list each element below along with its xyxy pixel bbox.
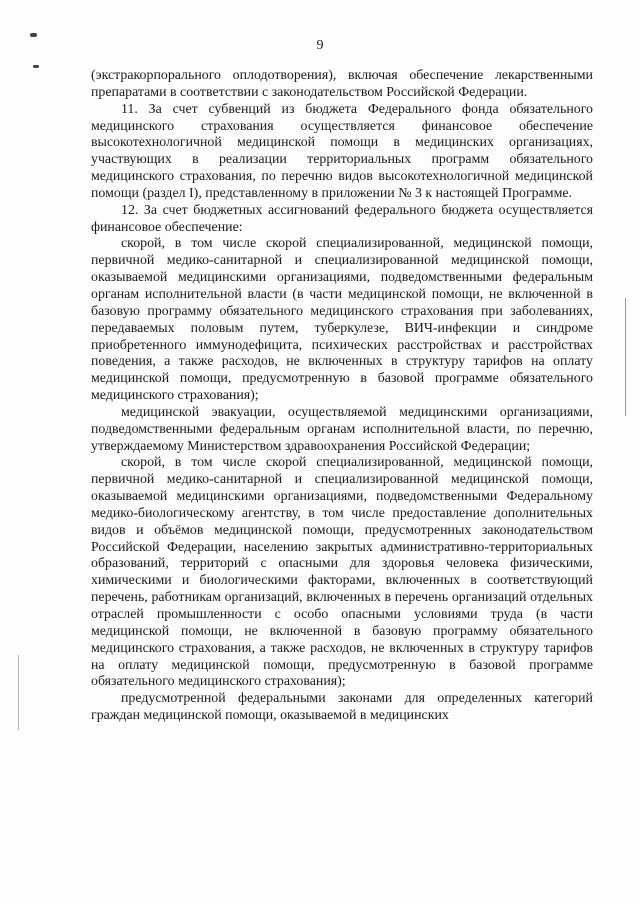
paragraph-item-11: 11. За счет субвенций из бюджета Федерального фонда обязательного медицинского страхования осуществляется финансовое обеспечение высокотехнологичной медицинской помощи в медицинских организациях, участвующих в реализации территориальных программ обязательного медицинского страхования, по перечню видов высокотехнологичной медицинской помощи (раздел I), представленному в приложении № 3 к настоящей Программе. bbox=[91, 101, 593, 201]
paragraph-medical-evacuation: медицинской эвакуации, осуществляемой медицинскими организациями, подведомственными федеральным органам исполнительной власти, по перечню, утверждаемому Министерством здравоохранения Российской Федерации; bbox=[91, 404, 593, 454]
scan-edge-line bbox=[18, 655, 19, 730]
paragraph-federal-law-care: предусмотренной федеральными законами для определенных категорий граждан медицинской помощи, оказываемой в медицинских bbox=[91, 691, 593, 724]
scan-artifact-mark bbox=[33, 65, 39, 68]
paragraph-emergency-care-federal: скорой, в том числе скорой специализированной, медицинской помощи, первичной медико-санитарной и специализированной медицинской помощи, оказываемой медицинскими организациями, подведомственными федеральным органам исполнительной власти (в части медицинской помощи, не включенной в базовую программу обязательного медицинского страхования при заболеваниях, передаваемых половым путем, туберкулезе, ВИЧ-инфекции и синдроме приобретенного иммунодефицита, психических расстройствах и расстройствах поведения, а также расходов, не включенных в структуру тарифов на оплату медицинской помощи, предусмотренную в базовой программе обязательного медицинского страхования); bbox=[91, 236, 593, 404]
paragraph-continuation: (экстракорпорального оплодотворения), включая обеспечение лекарственными препаратами в соответствии с законодательством Российской Федерации. bbox=[91, 68, 593, 100]
document-body bbox=[91, 68, 593, 725]
scan-artifact-mark bbox=[30, 33, 37, 37]
scan-edge-line bbox=[625, 298, 626, 416]
page-number: 9 bbox=[316, 38, 324, 53]
paragraph-fmba-care: скорой, в том числе скорой специализированной, медицинской помощи, первичной медико-санитарной и специализированной медицинской помощи, оказываемой медицинскими организациями, подведомственными Федеральному медико-биологическому агентству, в том числе предоставление дополнительных видов и объёмов медицинской помощи, предусмотренных законодательством Российской Федерации, населению закрытых административно-территориальных образований, территорий с опасными для здоровья человека физическими, химическими и биологическими факторами, включенных в соответствующий перечень, работникам организаций, включенных в перечень организаций отдельных отраслей промышленности с особо опасными условиями труда (в части медицинской помощи, не включенной в базовую программу обязательного медицинского страхования, а также расходов, не включенных в структуру тарифов на оплату медицинской помощи, предусмотренную в базовой программе обязательного медицинского страхования); bbox=[91, 455, 593, 690]
paragraph-item-12: 12. За счет бюджетных ассигнований федерального бюджета осуществляется финансовое обеспечение: bbox=[91, 202, 593, 235]
